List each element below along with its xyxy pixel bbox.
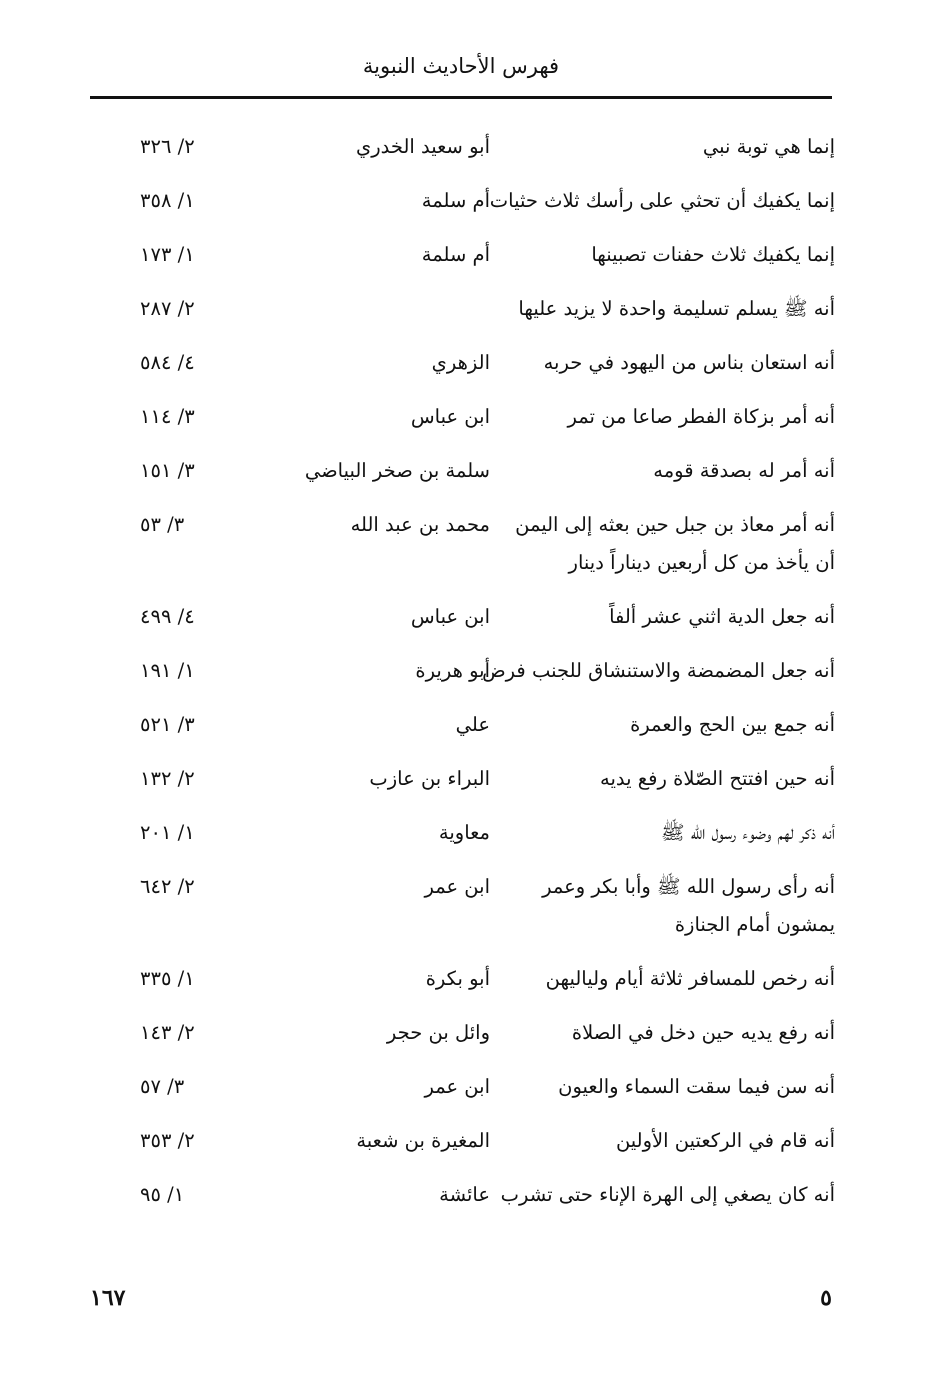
index-row — [130, 290, 835, 344]
hadith-text: أنه أمر بزكاة الفطر صاعا من تمر — [567, 405, 835, 428]
index-row — [130, 452, 835, 506]
index-row — [130, 1068, 835, 1122]
index-row — [130, 506, 835, 598]
hadith-text: أنه أمر له بصدقة قومه — [653, 459, 835, 482]
volume-page-ref: ١/ ٢٠١ — [140, 821, 195, 844]
hadith-text: أنه حين افتتح الصّلاة رفع يديه — [600, 767, 835, 790]
narrator-name: ابن عمر — [424, 1075, 490, 1098]
volume-page-ref: ٣/ ٥٧ — [140, 1075, 185, 1098]
volume-page-ref: ١/ ١٩١ — [140, 659, 195, 682]
volume-page-ref: ٤/ ٤٩٩ — [140, 605, 195, 628]
narrator-name: وائل بن حجر — [386, 1021, 490, 1044]
page-header — [90, 44, 832, 99]
narrator-name: محمد بن عبد الله — [350, 513, 490, 536]
narrator-name: البراء بن عازب — [369, 767, 490, 790]
index-row — [130, 1122, 835, 1176]
hadith-text: أنه جمع بين الحج والعمرة — [630, 713, 835, 736]
hadith-text: إنما يكفيك أن تحثي على رأسك ثلاث حثيات — [489, 189, 835, 212]
volume-page-ref: ١/ ٣٣٥ — [140, 967, 195, 990]
index-row — [130, 960, 835, 1014]
index-row — [130, 652, 835, 706]
narrator-name: ابن عمر — [424, 875, 490, 898]
volume-page-ref: ٣/ ١٥١ — [140, 459, 195, 482]
volume-page-ref: ٣/ ٥٢١ — [140, 713, 195, 736]
hadith-text: أنه قام في الركعتين الأولين — [615, 1129, 835, 1152]
narrator-name: معاوية — [438, 821, 490, 844]
page-footer — [90, 1285, 832, 1325]
index-row — [130, 868, 835, 960]
narrator-name: أم سلمة — [421, 189, 490, 212]
index-row — [130, 1014, 835, 1068]
volume-page-ref: ١/ ٣٥٨ — [140, 189, 195, 212]
section-number: ٥ — [820, 1285, 832, 1311]
volume-page-ref: ١/ ١٧٣ — [140, 243, 195, 266]
hadith-text: إنما هي توبة نبي — [702, 135, 835, 158]
narrator-name: سلمة بن صخر البياضي — [304, 459, 490, 482]
index-row — [130, 128, 835, 182]
hadith-text: أنه سن فيما سقت السماء والعيون — [558, 1075, 835, 1098]
index-row — [130, 760, 835, 814]
volume-page-ref: ٢/ ١٣٢ — [140, 767, 195, 790]
hadith-text: إنما يكفيك ثلاث حفنات تصبينها — [591, 243, 835, 266]
volume-page-ref: ٢/ ٢٨٧ — [140, 297, 195, 320]
index-row — [130, 1176, 835, 1230]
index-row — [130, 182, 835, 236]
volume-page-ref: ٤/ ٥٨٤ — [140, 351, 195, 374]
index-row — [130, 236, 835, 290]
volume-page-ref: ٢/ ٣٥٣ — [140, 1129, 195, 1152]
narrator-name: ابن عباس — [410, 605, 490, 628]
narrator-name: أبو بكرة — [425, 967, 490, 990]
narrator-name: أبو سعيد الخدري — [355, 135, 490, 158]
narrator-name: علي — [455, 713, 490, 736]
index-row — [130, 398, 835, 452]
volume-page-ref: ١/ ٩٥ — [140, 1183, 185, 1206]
index-row — [130, 814, 835, 868]
volume-page-ref: ٢/ ٦٤٢ — [140, 875, 195, 898]
page-title: فهرس الأحاديث النبوية — [362, 54, 560, 78]
index-row — [130, 598, 835, 652]
index-row — [130, 344, 835, 398]
hadith-text: أنه استعان بناس من اليهود في حربه — [543, 351, 835, 374]
narrator-name: أم سلمة — [421, 243, 490, 266]
hadith-text: أنه ﷺ يسلم تسليمة واحدة لا يزيد عليها — [518, 297, 835, 320]
index-row — [130, 706, 835, 760]
hadith-index-list — [130, 128, 835, 1230]
hadith-text: أنه ذكر لهم وضوء رسول الله ﷺ — [661, 821, 835, 844]
page-number: ١٦٧ — [90, 1285, 126, 1311]
hadith-text: أنه رفع يديه حين دخل في الصلاة — [571, 1021, 835, 1044]
narrator-name: أبو هريرة — [415, 659, 490, 682]
narrator-name: ابن عباس — [410, 405, 490, 428]
hadith-text: أنه جعل المضمضة والاستنشاق للجنب فرض — [482, 659, 835, 682]
hadith-text: أنه رأى رسول الله ﷺ وأبا بكر وعمر يمشون أمام الجنازة — [542, 875, 835, 936]
volume-page-ref: ٣/ ٥٣ — [140, 513, 185, 536]
hadith-text: أنه جعل الدية اثني عشر ألفاً — [609, 605, 835, 628]
narrator-name: المغيرة بن شعبة — [356, 1129, 490, 1152]
hadith-text: أنه أمر معاذ بن جبل حين بعثه إلى اليمن أن يأخذ من كل أربعين ديناراً دينار — [515, 513, 835, 574]
hadith-text: أنه رخص للمسافر ثلاثة أيام ولياليهن — [545, 967, 835, 990]
narrator-name: عائشة — [439, 1183, 490, 1206]
narrator-name: الزهري — [431, 351, 490, 374]
volume-page-ref: ٢/ ١٤٣ — [140, 1021, 195, 1044]
volume-page-ref: ٢/ ٣٢٦ — [140, 135, 195, 158]
volume-page-ref: ٣/ ١١٤ — [140, 405, 195, 428]
hadith-text: أنه كان يصغي إلى الهرة الإناء حتى تشرب — [500, 1183, 835, 1206]
